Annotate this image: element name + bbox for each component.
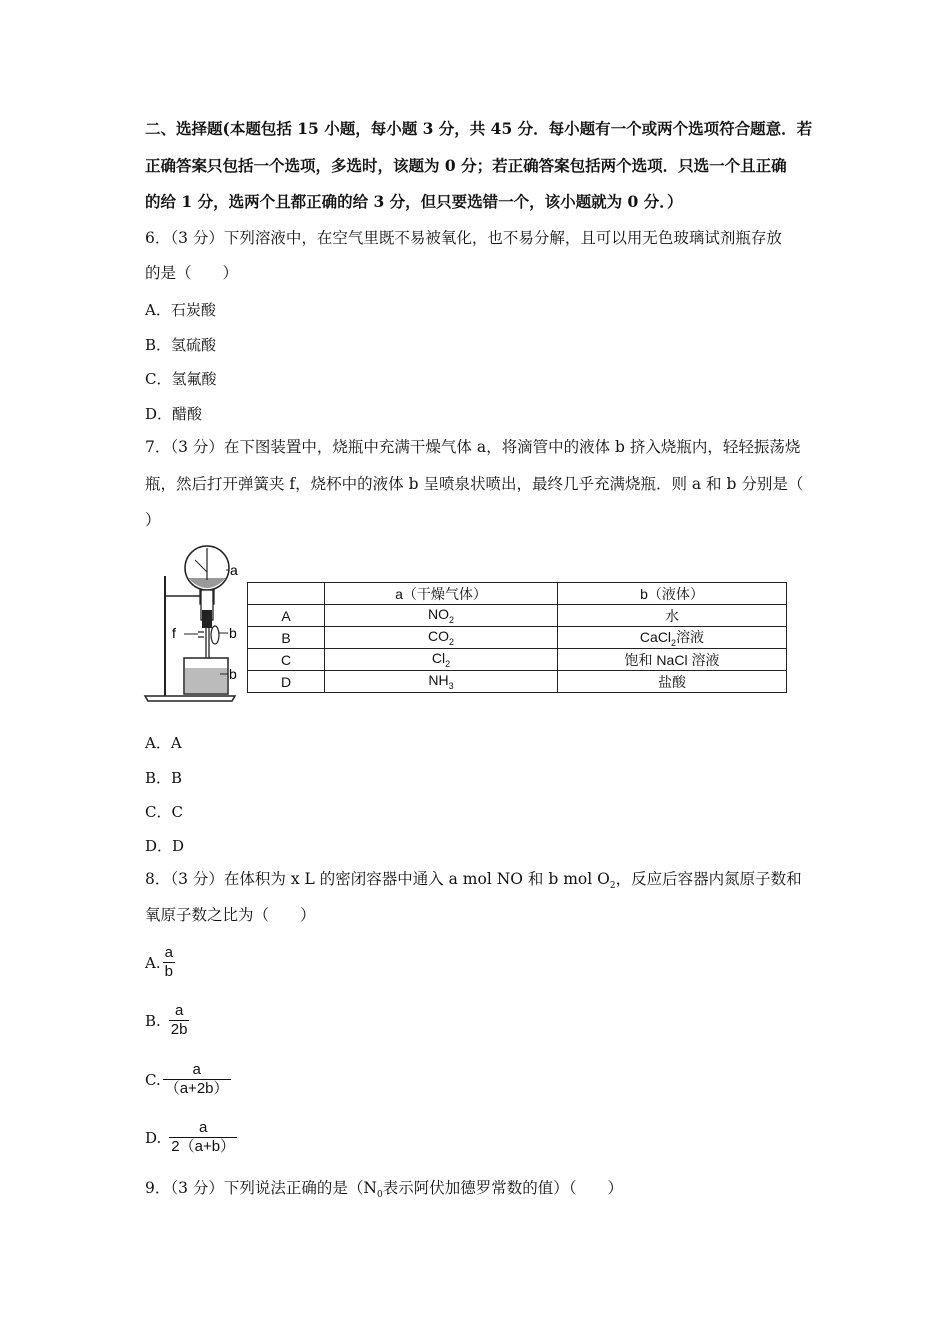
q6-stem-line-2: 的是（ ） [145,264,239,282]
q8-option-a: A. $\frac{a}{b}$ [145,944,173,980]
q6-stem-line-1: 6．（3 分）下列溶液中，在空气里既不易被氧化，也不易分解，且可以用无色玻璃试剂瓶存放 [145,229,782,247]
q8-stem-line-2: 氧原子数之比为（ ） [145,906,316,924]
dropper-bulb [211,626,219,644]
table-row [248,649,787,671]
row-liquid: CaCl$_2$溶液 [558,627,787,649]
q6-option-d: D．醋酸 [145,405,203,423]
row-liquid: 盐酸 [558,671,787,693]
row-key: C [248,649,325,671]
table-header-cell: b（液体） [558,583,787,605]
row-key: A [248,605,325,627]
q6-option-b: B．氢硫酸 [145,336,217,354]
section-line-2: 正确答案只包括一个选项，多选时，该题为 0 分；若正确答案包括两个选项．只选一个且正确 [145,156,787,175]
row-gas: $NO_2$ [325,605,558,627]
label-b-beaker: b [229,666,237,682]
label-b-dropper: b [229,625,237,641]
q7-table [247,582,787,693]
q6-option-a: A．石炭酸 [145,301,216,319]
q7-option-a: A．A [145,734,182,752]
table-row [248,605,787,627]
table-header-cell: a（干燥气体） [325,583,558,605]
q8-stem-line-1: 8．（3 分）在体积为 x L 的密闭容器中通入 a mol NO 和 b mol $O_2$，反应后容器内氮原子数和 [145,870,802,892]
q7-option-d: D．D [145,837,185,855]
q7-stem-line-3: ） [145,511,161,529]
label-a: a [230,562,238,578]
section-line-3: 的给 1 分，选两个且都正确的给 3 分，但只要选错一个，该小题就为 0 分．） [145,192,683,211]
row-gas: $CO_2$ [325,627,558,649]
q7-option-c: C．C [145,803,183,821]
stopper [202,610,212,628]
q6-option-c: C．氢氟酸 [145,370,217,388]
q7-option-b: B．B [145,769,183,787]
row-liquid: 饱和 NaCl 溶液 [558,649,787,671]
table-header-cell [248,583,325,605]
q9-stem: 9．（3 分）下列说法正确的是（$N_0$表示阿伏加德罗常数的值）（ ） [145,1179,623,1201]
stand-base [145,696,235,701]
section-line-1: 二、选择题(本题包括 15 小题，每小题 3 分，共 45 分．每小题有一个或两个选项符合题意．若 [145,119,813,138]
row-gas: $NH_3$ [325,671,558,693]
row-key: D [248,671,325,693]
q7-stem-line-1: 7．（3 分）在下图装置中，烧瓶中充满干燥气体 a，将滴管中的液体 b 挤入烧瓶内，轻轻振荡烧 [145,438,801,456]
row-liquid: 水 [558,605,787,627]
fountain-apparatus-diagram [140,540,245,705]
q8-option-d: D. $\frac{a}{2(a+b)}$ [145,1119,236,1155]
row-key: B [248,627,325,649]
label-f: f [172,625,176,641]
q7-stem-line-2: 瓶，然后打开弹簧夹 f，烧杯中的液体 b 呈喷泉状喷出，最终几乎充满烧瓶．则 a 和 b 分别是（ [145,475,804,493]
table-row [248,671,787,693]
q8-option-c: C. $\frac{a}{(a+2b)}$ [145,1061,229,1097]
table-header-row [248,583,787,605]
beaker-liquid [185,668,227,693]
table-row [248,627,787,649]
q8-option-b: B. $\frac{a}{2b}$ [145,1002,188,1038]
row-gas: $Cl_2$ [325,649,558,671]
